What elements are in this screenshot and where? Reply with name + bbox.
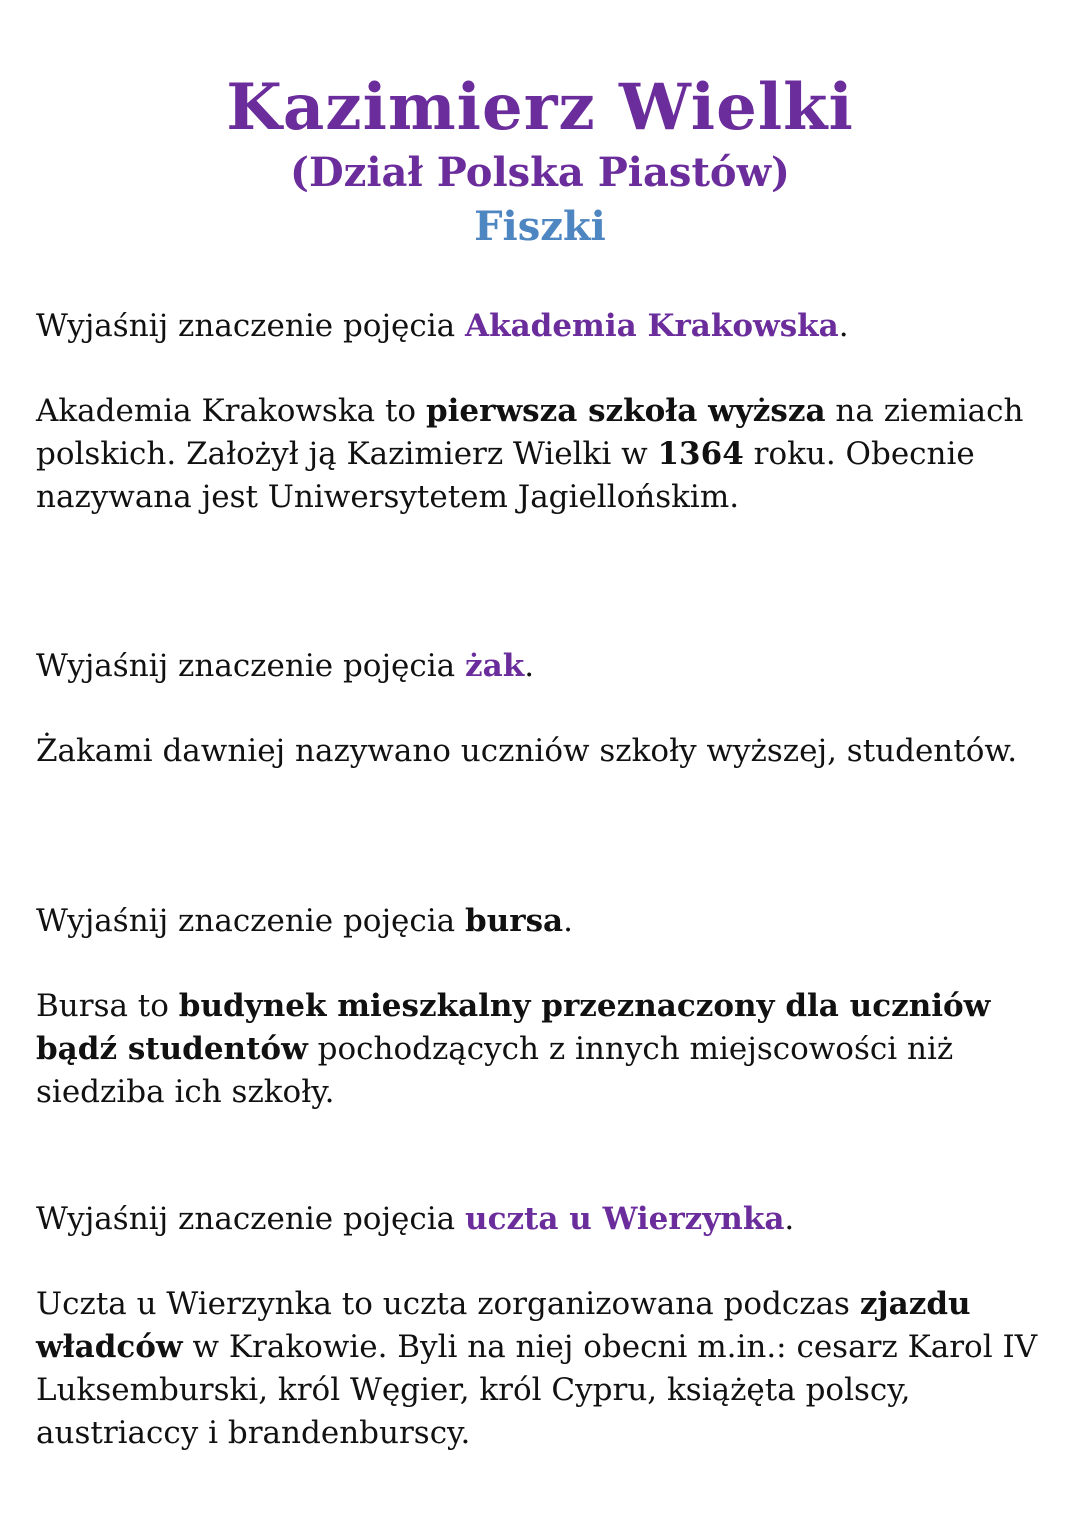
answer-text: na ziemiach polskich. Założył ją Kazimierz Wielki w [36, 393, 1024, 472]
answer-text: Bursa to [36, 988, 179, 1024]
flashcard-question [36, 305, 1046, 348]
flashcard-answer [36, 390, 1046, 519]
page-title: Kazimierz Wielki [226, 70, 854, 145]
page-subtitle: (Dział Polska Piastów) [290, 149, 790, 196]
question-prefix: Wyjaśnij znaczenie pojęcia [36, 648, 466, 684]
flashcard-question [36, 1198, 1046, 1241]
question-suffix: . [784, 1201, 795, 1237]
answer-text: w Krakowie. Byli na niej obecni m.in.: cesarz Karol IV Luksemburski, król Węgier, król Cypru, książęta polscy, austriaccy i brandenburscy. [36, 1329, 1038, 1451]
term-bold: bursa [465, 903, 564, 939]
flashcard [36, 645, 1046, 773]
answer-text: Uczta u Wierzynka to uczta zorganizowana podczas [36, 1286, 860, 1322]
flashcard [36, 1198, 1046, 1455]
term-highlight: uczta u Wierzynka [465, 1201, 785, 1237]
answer-text: Żakami dawniej nazywano uczniów szkoły wyższej, studentów. [36, 733, 1018, 769]
answer-text: Akademia Krakowska to [36, 393, 426, 429]
question-suffix: . [838, 308, 849, 344]
answer-text: roku. Obecnie nazywana jest Uniwersytetem Jagiellońskim. [36, 436, 975, 515]
flashcard-question [36, 645, 1046, 688]
question-prefix: Wyjaśnij znaczenie pojęcia [36, 903, 466, 939]
document-kind-label: Fiszki [474, 203, 606, 250]
page-header [0, 70, 1080, 254]
question-suffix: . [563, 903, 573, 939]
flashcard-answer [36, 730, 1046, 773]
flashcard-question [36, 900, 1046, 943]
term-highlight: żak [465, 648, 525, 684]
flashcard [36, 305, 1046, 519]
answer-bold: budynek mieszkalny przeznaczony dla uczniów bądź studentów [36, 988, 991, 1067]
question-suffix: . [524, 648, 535, 684]
answer-bold: pierwsza szkoła wyższa [425, 393, 826, 429]
answer-bold-year: 1364 [657, 436, 744, 472]
term-highlight: Akademia Krakowska [465, 308, 839, 344]
question-prefix: Wyjaśnij znaczenie pojęcia [36, 1201, 466, 1237]
flashcard [36, 900, 1046, 1114]
flashcard-answer [36, 1283, 1046, 1455]
question-prefix: Wyjaśnij znaczenie pojęcia [36, 308, 466, 344]
flashcard-answer [36, 985, 1046, 1114]
answer-text: pochodzących z innych miejscowości niż siedziba ich szkoły. [36, 1031, 954, 1110]
answer-bold: zjazdu władców [36, 1286, 971, 1365]
